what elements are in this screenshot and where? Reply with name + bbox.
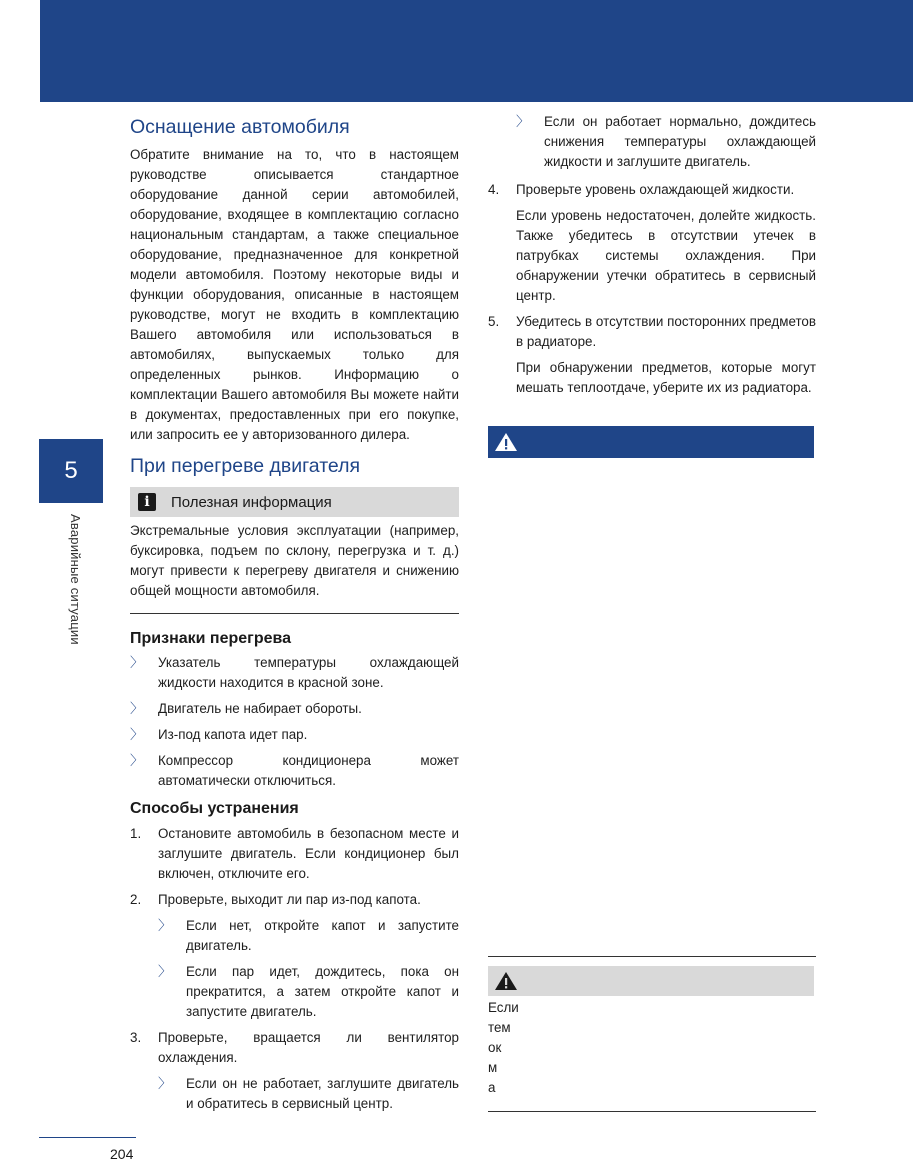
equipment-heading: Оснащение автомобиля <box>130 116 350 138</box>
info-note-header <box>130 487 459 517</box>
signs-heading: Признаки перегрева <box>130 630 292 647</box>
list-item: 〉 Если он не работает, заглушите двигатель и обратитесь в сервисный центр. <box>130 1074 459 1114</box>
list-item: 〉 Если пар идет, дождитесь, пока он прекратится, а затем откройте капот и запустите двигатель. <box>130 962 459 1022</box>
right-column <box>488 112 816 398</box>
chevron-right-icon: 〉 <box>130 701 144 716</box>
chevron-right-icon: 〉 <box>158 964 172 979</box>
equipment-paragraph: Обратите внимание на то, что в настоящем руководстве описывается стандартное оборудование данной серии автомобилей, оборудование, входящее в комплектацию согласно национальным стандартам, а также специальное оборудование, предназначенное для конкретной модели автомобиля. Поэтому некоторые виды и функции оборудования, описанные в настоящем руководстве, могут не входить в комплектацию Вашего автомобиля или использоваться в автомобилях, выпускаемых только для определенных рынков. Информацию о комплектации Вашего автомобиля Вы можете найти в документах, предоставленных при его покупке, или запросить ее у авторизованного дилера. <box>130 147 459 442</box>
chevron-right-icon: 〉 <box>158 918 172 933</box>
chevron-right-icon: 〉 <box>130 753 144 768</box>
divider <box>488 1111 816 1112</box>
list-item: 〉 Указатель температуры охлаждающей жидкости находится в красной зоне. <box>130 653 459 693</box>
step-5-detail: При обнаружении предметов, которые могут мешать теплоотдаче, уберите их из радиатора. <box>516 360 816 395</box>
list-item: 〉 Если нет, откройте капот и запустите двигатель. <box>130 916 459 956</box>
header-bar <box>40 0 913 102</box>
warning-triangle-icon <box>494 971 518 991</box>
warning-header-blue <box>488 426 814 458</box>
chapter-number: 5 <box>64 457 78 484</box>
info-icon: i <box>138 493 156 511</box>
warning-header-grey <box>488 966 814 996</box>
info-note-title: Полезная информация <box>171 493 332 511</box>
chapter-label: Аварийные ситуации <box>68 514 83 645</box>
signs-list <box>130 653 459 791</box>
chapter-number-tab <box>39 439 103 503</box>
list-item: 〉 Из-под капота идет пар. <box>130 725 459 745</box>
list-item: 〉 Компрессор кондиционера может автоматически отключиться. <box>130 751 459 791</box>
list-item: 〉 Двигатель не набирает обороты. <box>130 699 459 719</box>
step-2: 2. Проверьте, выходит ли пар из-под капота. <box>130 892 421 907</box>
list-item: 〉 Если он работает нормально, дождитесь снижения температуры охлаждающей жидкости и заглушите двигатель. <box>488 112 816 172</box>
step-3: 3. Проверьте, вращается ли вентилятор охлаждения. <box>130 1030 459 1065</box>
warning-text-fragment: Если тем ок м а <box>488 1000 519 1095</box>
fix-heading: Способы устранения <box>130 800 299 817</box>
fix-steps <box>130 824 459 1114</box>
step-5: 5. Убедитесь в отсутствии посторонних предметов в радиаторе. <box>488 314 816 349</box>
step-4-detail: Если уровень недостаточен, долейте жидкость. Также убедитесь в отсутствии утечек в патрубках системы охлаждения. При обнаружении утечки обратитесь в сервисный центр. <box>516 208 816 303</box>
chevron-right-icon: 〉 <box>158 1076 172 1091</box>
divider <box>488 956 816 957</box>
chevron-right-icon: 〉 <box>130 655 144 670</box>
step-1: 1. Остановите автомобиль в безопасном месте и заглушите двигатель. Если кондиционер был включен, отключите его. <box>130 826 459 881</box>
overheat-heading: При перегреве двигателя <box>130 455 361 477</box>
divider <box>130 613 459 614</box>
info-note-text: Экстремальные условия эксплуатации (например, буксировка, подъем по склону, перегрузка и т. д.) могут привести к перегреву двигателя и снижению общей мощности автомобиля. <box>130 523 459 598</box>
page-number: 204 <box>110 1146 134 1162</box>
chevron-right-icon: 〉 <box>130 727 144 742</box>
chevron-right-icon: 〉 <box>516 114 530 129</box>
step-4: 4. Проверьте уровень охлаждающей жидкости. <box>488 182 795 197</box>
left-column <box>130 112 459 1114</box>
footer-rule <box>39 1137 136 1138</box>
warning-triangle-icon <box>494 432 518 452</box>
